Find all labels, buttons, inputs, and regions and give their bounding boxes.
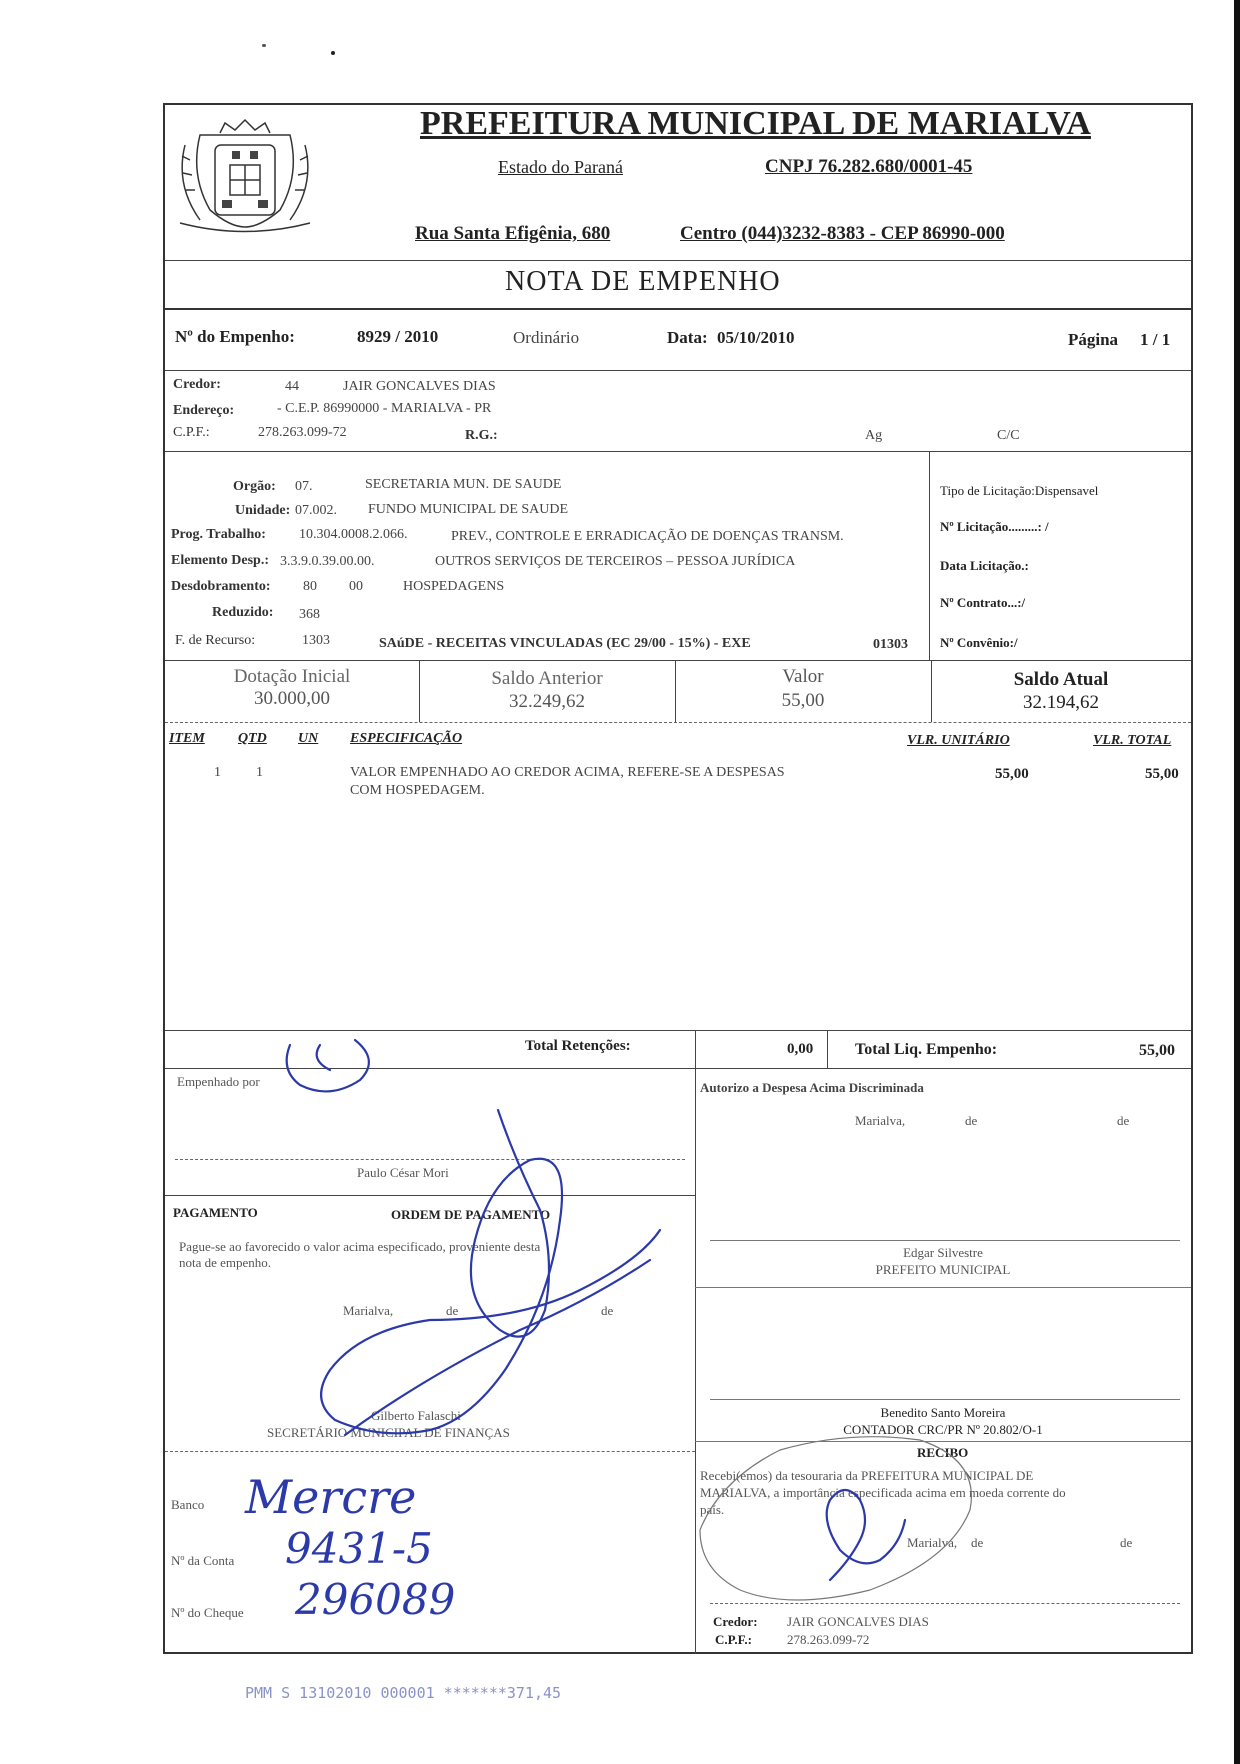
recurso-name: SAúDE - RECEITAS VINCULADAS (EC 29/00 - 15%) - EXE: [379, 636, 751, 651]
pay-de-2: de: [601, 1303, 614, 1318]
col-vlr-unitario: VLR. UNITÁRIO: [907, 733, 1010, 748]
page-number: 1 / 1: [1140, 330, 1171, 349]
prog-name: PREV., CONTROLE E ERRADICAÇÃO DE DOENÇAS TRANSM.: [451, 529, 844, 544]
address-contact: Centro (044)3232-8383 - CEP 86990-000: [680, 223, 1005, 244]
recibo-text-line-1: Recebi(emos) da tesouraria da PREFEITURA MUNICIPAL DE: [700, 1468, 1034, 1483]
credor-code: 44: [285, 379, 299, 394]
desdobramento-label: Desdobramento:: [171, 579, 271, 594]
scan-edge: [1234, 0, 1240, 1764]
secretario-title: SECRETÁRIO MUNICIPAL DE FINANÇAS: [267, 1425, 510, 1440]
dotacao-value: 30.000,00: [254, 688, 330, 709]
rg-label: R.G.:: [465, 428, 498, 443]
recibo-text-line-3: país.: [700, 1502, 725, 1517]
recibo-city: Marialva,: [907, 1535, 958, 1550]
secretario-name: Gilberto Falaschi: [371, 1408, 461, 1423]
retencoes-label: Total Retenções:: [525, 1038, 631, 1054]
prog-code: 10.304.0008.2.066.: [299, 527, 408, 542]
licitacao-data: Data Licitação.:: [940, 558, 1029, 573]
document-title: NOTA DE EMPENHO: [505, 266, 781, 297]
col-especificacao: ESPECIFICAÇÃO: [350, 731, 463, 746]
empenhado-label: Empenhado por: [177, 1074, 260, 1089]
credor-name: JAIR GONCALVES DIAS: [343, 379, 496, 394]
col-un: UN: [298, 731, 319, 746]
desdobramento-name: HOSPEDAGENS: [403, 579, 505, 594]
recurso-label: F. de Recurso:: [175, 633, 256, 648]
credor-label: Credor:: [173, 377, 221, 392]
dotacao-label: Dotação Inicial: [233, 666, 351, 687]
pay-city: Marialva,: [343, 1303, 394, 1318]
recibo-label: RECIBO: [917, 1445, 969, 1460]
municipal-crest-logo: [170, 115, 320, 235]
handwritten-cheque: 296089: [295, 1575, 456, 1624]
desdobramento-code-2: 00: [349, 579, 363, 594]
empenhado-signer-name: Paulo César Mori: [357, 1165, 449, 1180]
reduzido-label: Reduzido:: [212, 605, 274, 620]
page-label: Página: [1068, 330, 1119, 349]
scan-speck: [331, 51, 335, 55]
credor-sign-label: Credor:: [713, 1614, 758, 1629]
cpf-label: C.P.F.:: [173, 425, 210, 440]
conta-label: Nº da Conta: [171, 1553, 235, 1568]
date-label: Data:: [667, 328, 708, 347]
convenio-numero: Nº Convênio:/: [940, 635, 1018, 650]
org-name: PREFEITURA MUNICIPAL DE MARIALVA: [420, 105, 1091, 142]
empenho-date: 05/10/2010: [717, 328, 795, 347]
elemento-name: OUTROS SERVIÇOS DE TERCEIROS – PESSOA JURÍDICA: [435, 554, 796, 569]
pague-text-line-2: nota de empenho.: [179, 1255, 272, 1270]
handwritten-account: 9431-5: [285, 1524, 433, 1573]
street-address: Rua Santa Efigênia, 680: [415, 223, 611, 244]
handwritten-bank: Mercre: [245, 1470, 417, 1524]
licitacao-numero: Nº Licitação.........: /: [940, 519, 1049, 534]
autorizo-text: Autorizo a Despesa Acima Discriminada: [700, 1080, 924, 1095]
saldo-atual-label: Saldo Atual: [1013, 669, 1109, 690]
credor-address: - C.E.P. 86990000 - MARIALVA - PR: [277, 401, 492, 416]
row-spec-line-2: COM HOSPEDAGEM.: [350, 783, 485, 798]
recurso-code: 1303: [302, 633, 330, 648]
address-label: Endereço:: [173, 403, 235, 418]
recibo-text-line-2: MARIALVA, a importância especificada acima em moeda corrente do: [700, 1485, 1066, 1500]
empenho-number: 8929 / 2010: [357, 327, 439, 346]
empenho-number-label: Nº do Empenho:: [175, 327, 295, 346]
reduzido-value: 368: [299, 607, 320, 622]
contador-title: CONTADOR CRC/PR Nº 20.802/O-1: [843, 1422, 1043, 1437]
orgao-name: SECRETARIA MUN. DE SAUDE: [365, 477, 562, 492]
row-qtd: 1: [256, 765, 263, 780]
authorize-city: Marialva,: [855, 1113, 906, 1128]
desdobramento-code-1: 80: [303, 579, 317, 594]
authorize-de-1: de: [965, 1113, 978, 1128]
authorize-de-2: de: [1117, 1113, 1130, 1128]
liquido-label: Total Liq. Empenho:: [855, 1041, 998, 1058]
row-item: 1: [214, 765, 221, 780]
prefeito-name: Edgar Silvestre: [903, 1245, 983, 1260]
contrato-numero: Nº Contrato...:/: [940, 595, 1026, 610]
row-unit-value: 55,00: [995, 766, 1029, 782]
prog-label: Prog. Trabalho:: [171, 527, 266, 542]
saldo-atual-value: 32.194,62: [1023, 692, 1099, 713]
saldo-anterior-label: Saldo Anterior: [491, 668, 603, 689]
licitacao-tipo: Tipo de Licitação:Dispensavel: [940, 483, 1099, 498]
unidade-label: Unidade:: [235, 503, 291, 518]
retencoes-value: 0,00: [787, 1041, 814, 1057]
scan-speck: [262, 44, 266, 47]
recibo-de-2: de: [1120, 1535, 1133, 1550]
elemento-label: Elemento Desp.:: [171, 553, 269, 568]
credor-cpf: 278.263.099-72: [258, 425, 347, 440]
prefeito-title: PREFEITO MUNICIPAL: [875, 1262, 1011, 1277]
ordem-pagamento-label: ORDEM DE PAGAMENTO: [391, 1207, 551, 1222]
saldo-anterior-value: 32.249,62: [509, 691, 585, 712]
cnpj: CNPJ 76.282.680/0001-45: [765, 156, 973, 177]
cc-label: C/C: [997, 428, 1020, 443]
credor-sign-name: JAIR GONCALVES DIAS: [787, 1614, 929, 1629]
cheque-label: Nº do Cheque: [171, 1605, 244, 1620]
row-spec-line-1: VALOR EMPENHADO AO CREDOR ACIMA, REFERE-SE A DESPESAS: [350, 765, 785, 780]
col-qtd: QTD: [238, 731, 267, 746]
mechanical-stamp: PMM S 13102010 000001 *******371,45: [245, 1684, 562, 1702]
state-name: Estado do Paraná: [498, 157, 623, 177]
recurso-number: 01303: [873, 637, 908, 652]
nota-de-empenho-form: [163, 103, 1193, 1654]
empenho-type: Ordinário: [513, 328, 580, 347]
contador-name: Benedito Santo Moreira: [880, 1405, 1006, 1420]
valor-label: Valor: [782, 666, 824, 687]
pay-de-1: de: [446, 1303, 459, 1318]
unidade-name: FUNDO MUNICIPAL DE SAUDE: [368, 502, 569, 517]
elemento-code: 3.3.9.0.39.00.00.: [280, 554, 375, 569]
valor-value: 55,00: [781, 690, 825, 711]
liquido-value: 55,00: [1139, 1042, 1175, 1059]
ag-label: Ag: [865, 428, 883, 443]
orgao-label: Orgão:: [233, 479, 276, 494]
pague-text-line-1: Pague-se ao favorecido o valor acima especificado, proveniente desta: [179, 1239, 541, 1254]
banco-label: Banco: [171, 1497, 205, 1512]
unidade-code: 07.002.: [295, 503, 337, 518]
row-total-value: 55,00: [1145, 766, 1179, 782]
col-item: ITEM: [169, 731, 205, 746]
orgao-code: 07.: [295, 479, 313, 494]
recibo-de-1: de: [971, 1535, 984, 1550]
credor-cpf-label: C.P.F.:: [715, 1632, 752, 1647]
pagamento-label: PAGAMENTO: [173, 1205, 258, 1220]
credor-cpf-value: 278.263.099-72: [787, 1632, 870, 1647]
col-vlr-total: VLR. TOTAL: [1093, 733, 1172, 748]
